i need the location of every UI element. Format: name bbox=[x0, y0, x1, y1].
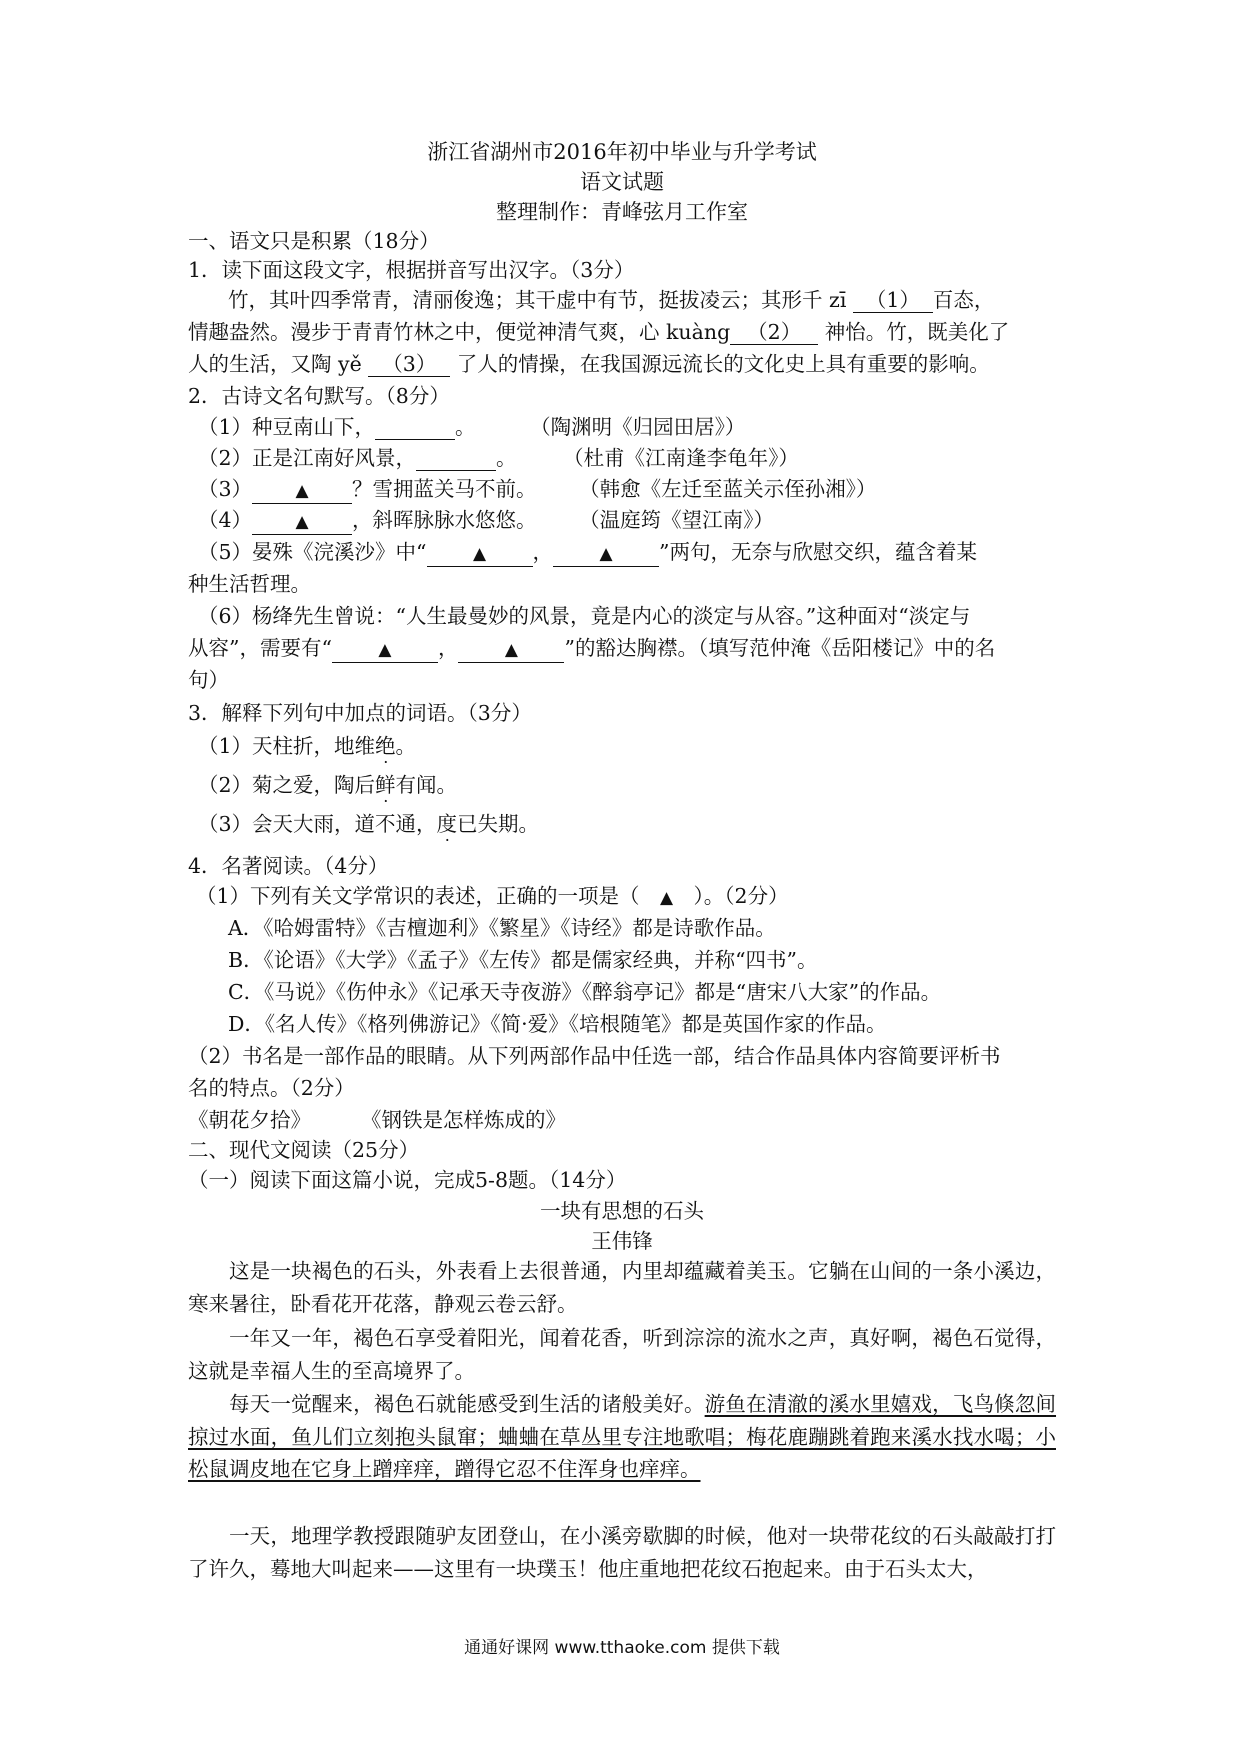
q2-text: ， bbox=[532, 540, 554, 564]
q2-blank: ▲ bbox=[458, 638, 564, 663]
q2-text: ”两句，无奈与欣慰交织，蕴含着某 bbox=[659, 540, 978, 564]
q2-source: （杜甫《江南逢李龟年》） bbox=[563, 446, 799, 470]
q2-text: （2）正是江南好风景， bbox=[198, 446, 417, 470]
q2-blank bbox=[375, 415, 455, 440]
q2-text: 。 bbox=[455, 415, 476, 439]
page-footer: 通通好课网 www.tthaoke.com 提供下载 bbox=[464, 1638, 780, 1658]
q4-sub-2: （2）书名是一部作品的眼睛。从下列两部作品中任选一部，结合作品具体内容简要评析书 bbox=[188, 1044, 1001, 1068]
q3-text: （1）天柱折，地维 bbox=[198, 734, 376, 758]
section-2-part-1: （一）阅读下面这篇小说，完成5-8题。（14分） bbox=[188, 1168, 627, 1192]
q4-text: ）。（2分） bbox=[693, 884, 789, 908]
q3-text: 已失期。 bbox=[457, 812, 540, 836]
q2-blank: ▲ bbox=[252, 479, 352, 504]
q1-blank-2: （2） bbox=[730, 320, 818, 345]
q4-sub-1 bbox=[196, 882, 1064, 912]
story-text: 每天一觉醒来，褐色石就能感受到生活的诸般美好。 bbox=[229, 1392, 705, 1416]
q1-text: 人的生活，又陶 yě bbox=[188, 352, 362, 376]
q1-text: 竹，其叶四季常青，清丽俊逸；其干虚中有节，挺拔凌云；其形千 zī bbox=[228, 288, 847, 312]
story-paragraph-3 bbox=[188, 1388, 1056, 1486]
q2-text: ”的豁达胸襟。（填写范仲淹《岳阳楼记》中的名 bbox=[564, 636, 996, 660]
exam-subtitle: 语文试题 bbox=[580, 170, 664, 194]
story-paragraph-2: 一年又一年，褐色石享受着阳光，闻着花香，听到淙淙的流水之声，真好啊，褐色石觉得，这就是幸福人生的至高境界了。 bbox=[188, 1326, 1056, 1383]
story-author: 王伟锋 bbox=[591, 1229, 653, 1253]
q4-stem: 4．名著阅读。（4分） bbox=[188, 854, 389, 878]
q2-stem: 2．古诗文名句默写。（8分） bbox=[188, 384, 450, 408]
q3-item-1 bbox=[198, 732, 1066, 760]
q1-stem: 1．读下面这段文字，根据拼音写出汉字。（3分） bbox=[188, 258, 635, 282]
q3-dotted-word: 鲜 bbox=[375, 773, 396, 797]
q3-text: 有闻。 bbox=[395, 773, 458, 797]
q1-line-3 bbox=[188, 350, 1056, 378]
q1-text: 神怡。竹，既美化了 bbox=[824, 320, 1010, 344]
q4-option-c: C．《马说》《伤仲永》《记承天寺夜游》《醉翁亭记》都是“唐宋八大家”的作品。 bbox=[228, 980, 942, 1004]
q2-text: ，斜晖脉脉水悠悠。 bbox=[352, 508, 537, 532]
q2-text: （3） bbox=[198, 477, 253, 501]
q1-line-2 bbox=[188, 318, 1056, 346]
q3-text: （3）会天大雨，道不通， bbox=[198, 812, 437, 836]
q2-item-3 bbox=[198, 475, 1066, 504]
q4-book-list bbox=[188, 1106, 1056, 1134]
q2-item-6: （6）杨绛先生曾说：“人生最曼妙的风景，竟是内心的淡定与从容。”这种面对“淡定与 bbox=[198, 604, 971, 628]
q3-item-3 bbox=[198, 810, 1066, 838]
underlined-passage: 游鱼在清澈的溪水里嬉戏，飞鸟倏忽间掠过水面，鱼儿们立刻抱头鼠窜；蛐蛐在草丛里专注地歌唱；梅花鹿蹦跳着跑来溪水找水喝；小松鼠调皮地在它身上蹭痒痒，蹭得它忍不住浑身也痒痒。 bbox=[188, 1392, 1057, 1481]
q2-item-6-line-2 bbox=[188, 634, 1056, 663]
section-2-heading: 二、现代文阅读（25分） bbox=[188, 1138, 420, 1162]
q2-item-4 bbox=[198, 506, 1066, 535]
story-paragraph-4: 一天，地理学教授跟随驴友团登山，在小溪旁歇脚的时候，他对一块带花纹的石头敲敲打打了许久，蓦地大叫起来——这里有一块璞玉！他庄重地把花纹石抱起来。由于石头太大， bbox=[188, 1524, 1056, 1581]
q3-text: 。 bbox=[395, 734, 417, 758]
q2-blank: ▲ bbox=[427, 542, 533, 567]
q3-dotted-word: 度 bbox=[436, 812, 458, 836]
q4-book-2: 《钢铁是怎样炼成的》 bbox=[361, 1108, 566, 1132]
q2-item-1 bbox=[198, 413, 1066, 441]
exam-maker: 整理制作：青峰弦月工作室 bbox=[496, 200, 748, 224]
q1-line-1 bbox=[228, 286, 1056, 314]
q1-text: 情趣盎然。漫步于青青竹林之中，便觉神清气爽，心 kuàng bbox=[188, 320, 731, 344]
q2-text: 。 bbox=[496, 446, 517, 470]
q4-book-1: 《朝花夕拾》 bbox=[188, 1108, 311, 1132]
q4-sub-2-cont: 名的特点。（2分） bbox=[188, 1076, 355, 1100]
exam-title: 浙江省湖州市2016年初中毕业与升学考试 bbox=[427, 140, 817, 164]
q4-answer-marker: ▲ bbox=[660, 888, 674, 908]
q2-source: （陶渊明《归园田居》） bbox=[530, 415, 746, 439]
q3-dotted-word: 绝 bbox=[375, 734, 396, 758]
q2-text: （4） bbox=[198, 508, 253, 532]
q1-blank-1: （1） bbox=[853, 288, 933, 313]
q3-item-2 bbox=[198, 771, 1066, 799]
q4-option-a: A．《哈姆雷特》《吉檀迦利》《繁星》《诗经》都是诗歌作品。 bbox=[228, 916, 776, 940]
q2-item-2 bbox=[198, 444, 1066, 472]
q2-text: （5）晏殊《浣溪沙》中“ bbox=[198, 540, 427, 564]
q2-text: ？雪拥蓝关马不前。 bbox=[352, 477, 537, 501]
q2-blank: ▲ bbox=[332, 638, 438, 663]
q4-option-b: B．《论语》《大学》《孟子》《左传》都是儒家经典，并称“四书”。 bbox=[228, 948, 818, 972]
q2-item-6-line-3: 句） bbox=[188, 668, 229, 692]
q4-text: （1）下列有关文学常识的表述，正确的一项是（ bbox=[196, 884, 640, 908]
q2-text: 从容”，需要有“ bbox=[188, 636, 332, 660]
story-paragraph-1: 这是一块褐色的石头，外表看上去很普通，内里却蕴藏着美玉。它躺在山间的一条小溪边，寒来暑往，卧看花开花落，静观云卷云舒。 bbox=[188, 1259, 1056, 1316]
q1-text: 了人的情操，在我国源远流长的文化史上具有重要的影响。 bbox=[456, 352, 990, 376]
q2-source: （韩愈《左迁至蓝关示侄孙湘》） bbox=[579, 477, 877, 501]
q2-text: （1）种豆南山下， bbox=[198, 415, 376, 439]
q2-blank: ▲ bbox=[252, 510, 352, 535]
q2-item-5-cont: 种生活哲理。 bbox=[188, 572, 311, 596]
q2-blank bbox=[416, 446, 496, 471]
q3-stem: 3．解释下列句中加点的词语。（3分） bbox=[188, 701, 532, 725]
q2-blank: ▲ bbox=[553, 542, 659, 567]
q2-text: ， bbox=[437, 636, 459, 660]
q1-text: 百态， bbox=[932, 288, 995, 312]
q2-source: （温庭筠《望江南》） bbox=[579, 508, 774, 532]
q3-text: （2）菊之爱，陶后 bbox=[198, 773, 376, 797]
q4-option-d: D．《名人传》《格列佛游记》《简·爱》《培根随笔》都是英国作家的作品。 bbox=[228, 1012, 887, 1036]
section-1-heading: 一、语文只是积累（18分） bbox=[188, 229, 440, 253]
q2-item-5 bbox=[198, 538, 1056, 567]
q1-blank-3: （3） bbox=[368, 352, 450, 377]
story-title: 一块有思想的石头 bbox=[540, 1199, 704, 1223]
